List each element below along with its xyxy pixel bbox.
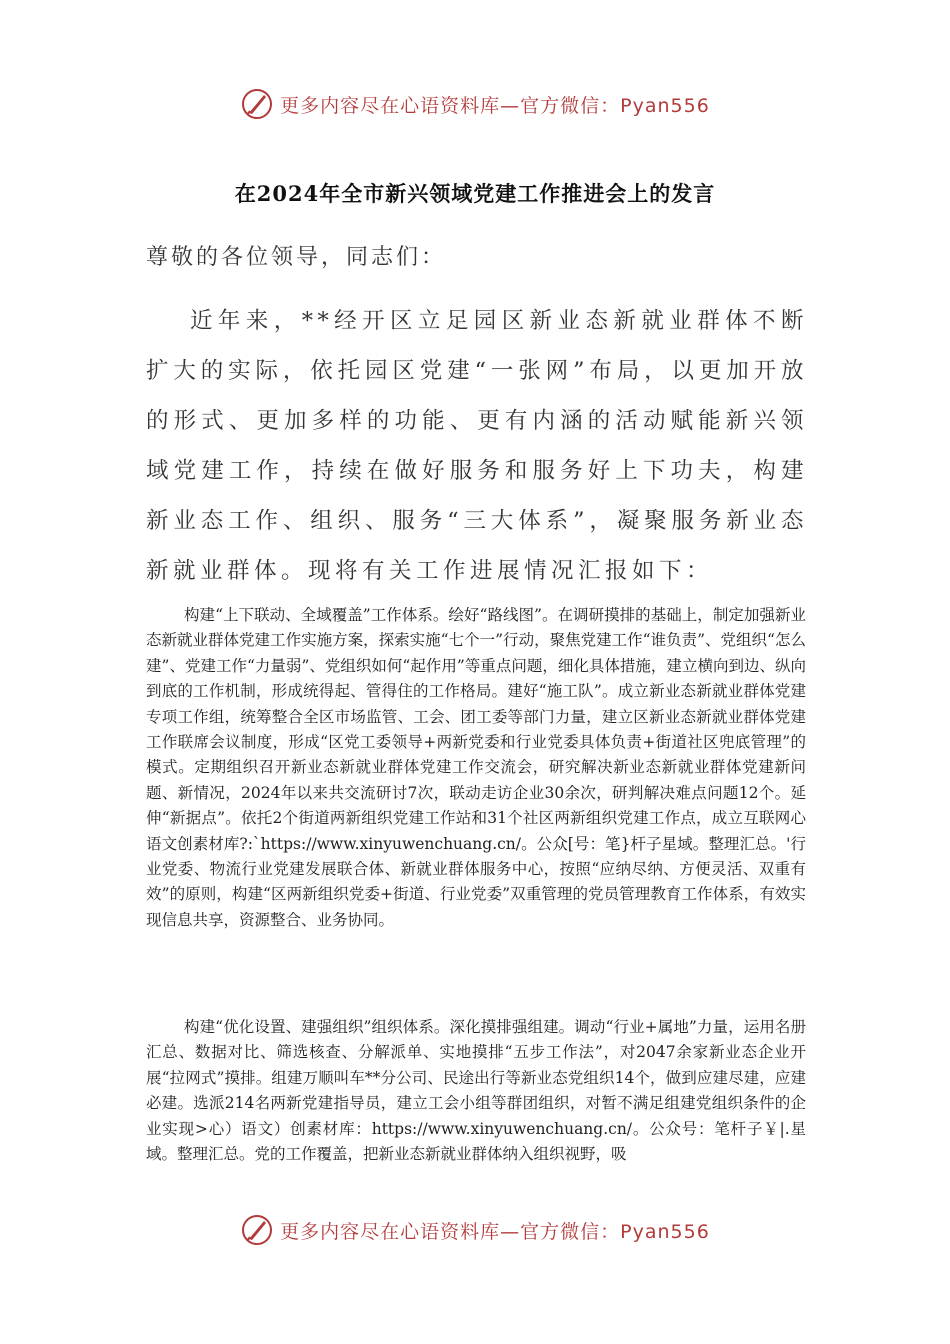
- intro-paragraph: 近年来，**经开区立足园区新业态新就业群体不断扩大的实际，依托园区党建“一张网”布局，以更加开放的形式、更加多样的功能、更有内涵的活动赋能新兴领域党建工作，持续在做好服务和服务好上下功夫，构建新业态工作、组织、服务“三大体系”，凝聚服务新业态新就业群体。现将有关工作进展情况汇报如下：: [146, 308, 808, 584]
- quill-logo-icon: [240, 87, 274, 121]
- greeting: 尊敬的各位领导，同志们：: [146, 245, 447, 270]
- footer-banner-text: 更多内容尽在心语资料库—官方微信：Pyan556: [280, 1220, 710, 1243]
- quill-logo-icon: [240, 1213, 274, 1247]
- header-banner-text: 更多内容尽在心语资料库—官方微信：Pyan556: [280, 94, 710, 117]
- document-title: 在2024年全市新兴领域党建工作推进会上的发言: [234, 181, 716, 206]
- body-paragraph-1: 构建“上下联动、全域覆盖”工作体系。绘好“路线图”。在调研摸排的基础上，制定加强新业态新就业群体党建工作实施方案，探索实施“七个一”行动，聚焦党建工作“谁负责”、党组织“怎么建”、党建工作“力量弱”、党组织如何“起作用”等重点问题，细化具体措施，建立横向到边、纵向到底的工作机制，形成统得起、管得住的工作格局。建好“施工队”。成立新业态新就业群体党建专项工作组，统筹整合全区市场监管、工会、团工委等部门力量，建立区新业态新就业群体党建工作联席会议制度，形成“区党工委领导+两新党委和行业党委具体负责+街道社区兜底管理”的模式。定期组织召开新业态新就业群体党建工作交流会，研究解决新业态新就业群体党建新问题、新情况，2024年以来共交流研讨7次，联动走访企业30余次，研判解决难点问题12个。延伸“新据点”。依托2个街道两新组织党建工作站和31个社区两新组织党建工作点，成立互联网心语文创素材库?:`https://www.xinyuwenchuang.cn/。公众[号：笔}杆子星域。整理汇总。'行业党委、物流行业党建发展联合体、新就业群体服务中心，按照“应纳尽纳、方便灵活、双重有效”的原则，构建“区两新组织党委+街道、行业党委”双重管理的党员管理教育工作体系，有效实现信息共享，资源整合、业务协同。: [146, 606, 806, 929]
- header-banner: [0, 84, 950, 124]
- body-paragraph-2: 构建“优化设置、建强组织”组织体系。深化摸排强组建。调动“行业+属地”力量，运用名册汇总、数据对比、筛选核查、分解派单、实地摸排“五步工作法”，对2047余家新业态企业开展“拉网式”摸排。组建万顺叫车**分公司、民途出行等新业态党组织14个，做到应建尽建，应建必建。选派214名两新党建指导员，建立工会小组等群团组织，对暂不满足组建党组织条件的企业实现>心）语文）创素材库：https://www.xinyuwenchuang.cn/。公众号：笔杆子￥|.星域。整理汇总。党的工作覆盖，把新业态新就业群体纳入组织视野，吸: [146, 1018, 806, 1164]
- footer-banner: [0, 1210, 950, 1250]
